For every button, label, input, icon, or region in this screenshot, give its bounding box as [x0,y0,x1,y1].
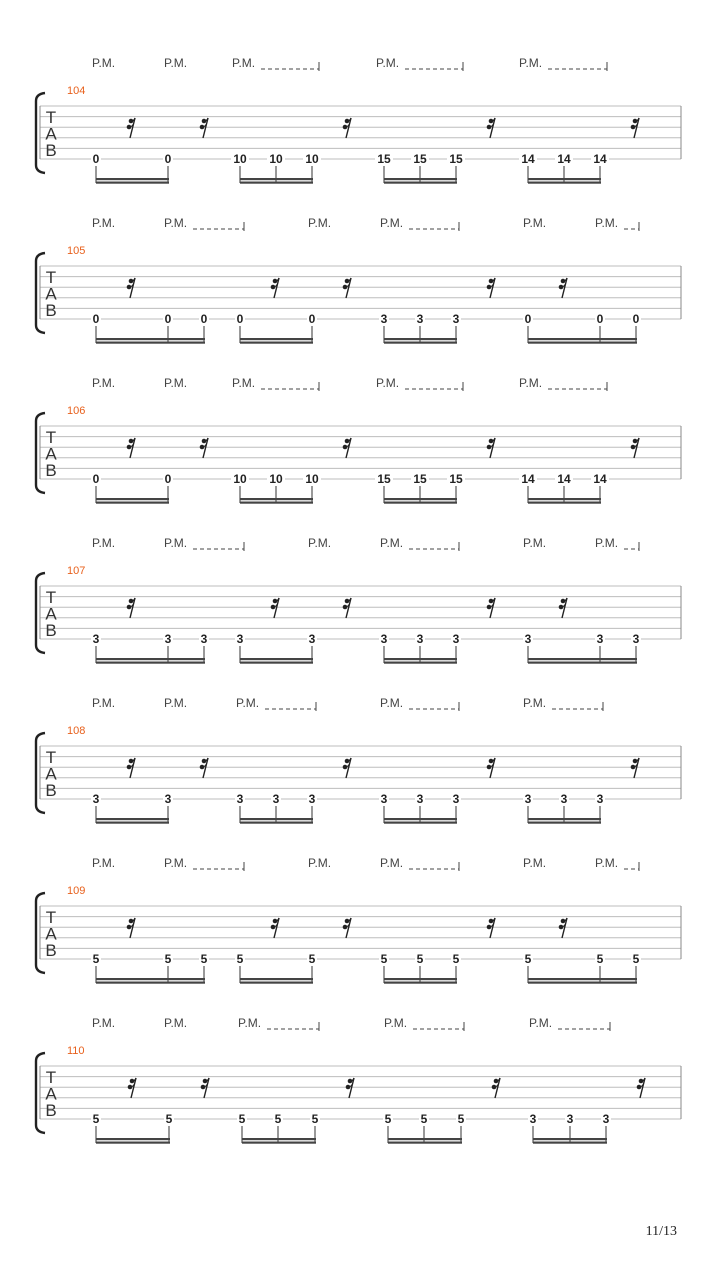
sixteenth-rest [128,1078,136,1098]
sixteenth-rest [492,1078,500,1098]
beam-secondary [240,982,313,984]
fret-number: 3 [529,1112,537,1126]
fret-number: 5 [92,1112,100,1126]
fret-number: 3 [200,632,208,646]
fret-number: 15 [377,152,391,166]
beamed-note-group [523,312,641,344]
palm-mute-label: P.M. [519,376,543,390]
fret-number: 5 [236,952,244,966]
page-number-text: 11/13 [645,1224,677,1239]
palm-mute-label: P.M. [376,376,400,390]
palm-mute-label: P.M. [92,56,116,70]
fret-number: 0 [200,312,208,326]
sixteenth-rest [487,758,495,778]
fret-number: 3 [524,632,532,646]
tab-clef-letter: A [45,284,57,304]
beam-secondary [96,982,205,984]
fret-number: 3 [596,632,604,646]
measure-number: 109 [67,885,86,897]
beam-secondary [384,182,457,184]
tab-clef-letter: A [45,1084,57,1104]
sixteenth-rest [343,758,351,778]
beam-primary [96,978,205,980]
beam-primary [242,1138,316,1140]
beamed-note-group [379,792,461,824]
fret-number: 14 [593,472,607,486]
fret-number: 3 [566,1112,574,1126]
beamed-note-group [91,792,173,824]
beam-secondary [528,982,637,984]
beam-secondary [96,182,169,184]
beamed-note-group [379,312,461,344]
beam-primary [384,658,457,660]
palm-mute-label: P.M. [523,856,547,870]
fret-number: 3 [380,792,388,806]
palm-mute-label: P.M. [92,696,116,710]
fret-number: 5 [596,952,604,966]
beam-primary [384,178,457,180]
fret-number: 15 [413,152,427,166]
beam-primary [96,1138,170,1140]
sixteenth-rest [127,918,135,938]
beam-primary [96,178,169,180]
sixteenth-rest [559,918,567,938]
fret-number: 3 [380,632,388,646]
beam-secondary [384,342,457,344]
beam-primary [240,178,313,180]
palm-mute-label: P.M. [236,696,260,710]
sixteenth-rest [127,438,135,458]
tab-clef-letter: T [45,748,57,767]
beam-secondary [388,1142,462,1144]
fret-number: 5 [308,952,316,966]
fret-number: 15 [377,472,391,486]
beamed-note-group [91,312,209,344]
beam-secondary [242,1142,316,1144]
palm-mute-label: P.M. [529,1016,553,1030]
fret-number: 3 [236,632,244,646]
fret-number: 5 [452,952,460,966]
palm-mute-label: P.M. [164,536,188,550]
beamed-note-group [379,952,461,984]
beam-secondary [384,502,457,504]
beamed-note-group [231,472,321,504]
beam-secondary [528,502,601,504]
beamed-note-group [379,632,461,664]
beam-secondary [240,182,313,184]
fret-number: 10 [305,152,319,166]
sixteenth-rest [631,438,639,458]
beam-primary [96,338,205,340]
sixteenth-rest [271,918,279,938]
beamed-note-group [375,472,465,504]
palm-mute-label: P.M. [164,56,188,70]
beam-primary [96,658,205,660]
fret-number: 5 [200,952,208,966]
beam-secondary [528,662,637,664]
beamed-note-group [375,152,465,184]
beam-primary [528,178,601,180]
beamed-note-group [523,792,605,824]
beamed-note-group [231,152,321,184]
palm-mute-label: P.M. [523,696,547,710]
fret-number: 3 [164,632,172,646]
sixteenth-rest [343,918,351,938]
palm-mute-label: P.M. [384,1016,408,1030]
sixteenth-rest [559,598,567,618]
tab-clef-letter: A [45,604,57,624]
palm-mute-label: P.M. [380,216,404,230]
tab-system [36,1016,681,1144]
fret-number: 0 [92,312,100,326]
fret-number: 0 [92,152,100,166]
beam-primary [528,338,637,340]
fret-number: 0 [92,472,100,486]
beam-secondary [384,982,457,984]
tab-system [36,376,681,504]
fret-number: 3 [416,792,424,806]
tab-clef-letter: T [45,588,57,607]
fret-number: 0 [308,312,316,326]
fret-number: 14 [521,472,535,486]
beam-primary [533,1138,607,1140]
fret-number: 0 [164,472,172,486]
beam-secondary [96,822,169,824]
palm-mute-label: P.M. [92,216,116,230]
fret-number: 10 [233,472,247,486]
fret-number: 5 [164,952,172,966]
fret-number: 5 [632,952,640,966]
beam-secondary [528,182,601,184]
beam-secondary [240,342,313,344]
beam-secondary [528,342,637,344]
sixteenth-rest [127,758,135,778]
palm-mute-label: P.M. [308,216,332,230]
beam-secondary [384,662,457,664]
beam-secondary [96,662,205,664]
tab-clef-letter: T [45,1068,57,1087]
sixteenth-rest [487,278,495,298]
beam-secondary [528,822,601,824]
sixteenth-rest [559,278,567,298]
tab-system [36,856,681,984]
beam-primary [384,818,457,820]
fret-number: 3 [380,312,388,326]
tab-clef-letter: A [45,764,57,784]
fret-number: 3 [92,792,100,806]
palm-mute-label: P.M. [523,216,547,230]
beam-secondary [240,662,313,664]
tab-clef-letter: T [45,428,57,447]
tab-clef-letter: B [45,781,57,800]
sixteenth-rest [343,438,351,458]
sixteenth-rest [487,438,495,458]
palm-mute-label: P.M. [92,1016,116,1030]
palm-mute-label: P.M. [164,1016,188,1030]
fret-number: 14 [557,152,571,166]
fret-number: 15 [413,472,427,486]
sixteenth-rest [271,598,279,618]
sixteenth-rest [200,438,208,458]
sixteenth-rest [127,118,135,138]
tab-clef-letter: B [45,621,57,640]
fret-number: 0 [596,312,604,326]
tab-clef-letter: T [45,108,57,127]
fret-number: 10 [233,152,247,166]
palm-mute-label: P.M. [232,56,256,70]
tab-clef-letter: B [45,141,57,160]
fret-number: 15 [449,472,463,486]
palm-mute-label: P.M. [238,1016,262,1030]
beam-primary [388,1138,462,1140]
sixteenth-rest [343,278,351,298]
sixteenth-rest [637,1078,645,1098]
tab-system [36,536,681,664]
palm-mute-label: P.M. [92,536,116,550]
fret-number: 3 [272,792,280,806]
beamed-note-group [235,952,317,984]
fret-number: 3 [236,792,244,806]
beam-primary [240,978,313,980]
fret-number: 15 [449,152,463,166]
beamed-note-group [237,1112,320,1144]
measure-number: 110 [67,1045,85,1057]
fret-number: 5 [524,952,532,966]
fret-number: 10 [305,472,319,486]
fret-number: 5 [311,1112,319,1126]
beam-primary [384,978,457,980]
fret-number: 0 [632,312,640,326]
tab-clef-letter: T [45,268,57,287]
beam-primary [528,818,601,820]
beamed-note-group [523,952,641,984]
palm-mute-label: P.M. [519,56,543,70]
beamed-note-group [235,312,317,344]
beamed-note-group [91,152,173,184]
fret-number: 5 [420,1112,428,1126]
palm-mute-label: P.M. [376,56,400,70]
fret-number: 5 [457,1112,465,1126]
beamed-note-group [235,632,317,664]
fret-number: 10 [269,152,283,166]
fret-number: 0 [164,312,172,326]
tab-system [36,216,681,344]
tab-clef-letter: T [45,908,57,927]
beam-primary [240,818,313,820]
fret-number: 3 [416,632,424,646]
beam-primary [528,978,637,980]
fret-number: 0 [236,312,244,326]
measure-number: 106 [67,405,86,417]
beam-secondary [384,822,457,824]
palm-mute-label: P.M. [595,536,619,550]
palm-mute-label: P.M. [164,696,188,710]
fret-number: 0 [524,312,532,326]
sixteenth-rest [343,598,351,618]
measure-number: 104 [67,85,86,97]
beamed-note-group [91,952,209,984]
tab-clef-letter: B [45,1101,57,1120]
beam-secondary [96,502,169,504]
sixteenth-rest [631,118,639,138]
fret-number: 3 [308,632,316,646]
beam-primary [384,498,457,500]
fret-number: 3 [164,792,172,806]
beam-secondary [96,342,205,344]
beam-secondary [240,822,313,824]
fret-number: 14 [593,152,607,166]
sixteenth-rest [631,758,639,778]
tab-system [36,696,681,824]
sixteenth-rest [200,118,208,138]
beam-primary [240,338,313,340]
fret-number: 5 [384,1112,392,1126]
palm-mute-label: P.M. [164,856,188,870]
fret-number: 5 [380,952,388,966]
fret-number: 3 [416,312,424,326]
sixteenth-rest [201,1078,209,1098]
fret-number: 5 [165,1112,173,1126]
fret-number: 3 [602,1112,610,1126]
beam-primary [96,818,169,820]
fret-number: 14 [521,152,535,166]
fret-number: 0 [164,152,172,166]
fret-number: 3 [308,792,316,806]
fret-number: 10 [269,472,283,486]
fret-number: 3 [524,792,532,806]
palm-mute-label: P.M. [380,536,404,550]
sixteenth-rest [487,118,495,138]
palm-mute-label: P.M. [232,376,256,390]
beam-primary [528,498,601,500]
beam-secondary [96,1142,170,1144]
beamed-note-group [91,1112,174,1144]
beam-secondary [533,1142,607,1144]
fret-number: 3 [452,312,460,326]
beamed-note-group [91,472,173,504]
beamed-note-group [523,632,641,664]
palm-mute-label: P.M. [308,536,332,550]
sixteenth-rest [487,598,495,618]
fret-number: 5 [238,1112,246,1126]
beam-primary [240,658,313,660]
fret-number: 5 [416,952,424,966]
tab-clef-letter: B [45,301,57,320]
fret-number: 14 [557,472,571,486]
sixteenth-rest [200,758,208,778]
palm-mute-label: P.M. [164,216,188,230]
fret-number: 3 [632,632,640,646]
sixteenth-rest [487,918,495,938]
beam-primary [96,498,169,500]
fret-number: 3 [452,792,460,806]
palm-mute-label: P.M. [595,856,619,870]
fret-number: 5 [274,1112,282,1126]
beam-primary [528,658,637,660]
beamed-note-group [383,1112,466,1144]
palm-mute-label: P.M. [92,856,116,870]
palm-mute-label: P.M. [380,696,404,710]
beamed-note-group [235,792,317,824]
fret-number: 3 [596,792,604,806]
tab-clef-letter: B [45,461,57,480]
tab-clef-letter: A [45,924,57,944]
beam-secondary [240,502,313,504]
measure-number: 108 [67,725,86,737]
palm-mute-label: P.M. [380,856,404,870]
beamed-note-group [528,1112,611,1144]
sixteenth-rest [271,278,279,298]
palm-mute-label: P.M. [92,376,116,390]
tab-clef-letter: B [45,941,57,960]
fret-number: 5 [92,952,100,966]
fret-number: 3 [92,632,100,646]
tab-clef-letter: A [45,444,57,464]
fret-number: 3 [560,792,568,806]
beam-primary [240,498,313,500]
sixteenth-rest [343,118,351,138]
tab-clef-letter: A [45,124,57,144]
palm-mute-label: P.M. [595,216,619,230]
palm-mute-label: P.M. [523,536,547,550]
measure-number: 107 [67,565,86,577]
sixteenth-rest [127,598,135,618]
beam-primary [384,338,457,340]
palm-mute-label: P.M. [164,376,188,390]
tab-system [36,56,681,184]
sixteenth-rest [346,1078,354,1098]
fret-number: 3 [452,632,460,646]
palm-mute-label: P.M. [308,856,332,870]
sixteenth-rest [127,278,135,298]
beamed-note-group [91,632,209,664]
beamed-note-group [519,472,609,504]
beamed-note-group [519,152,609,184]
measure-number: 105 [67,245,86,257]
